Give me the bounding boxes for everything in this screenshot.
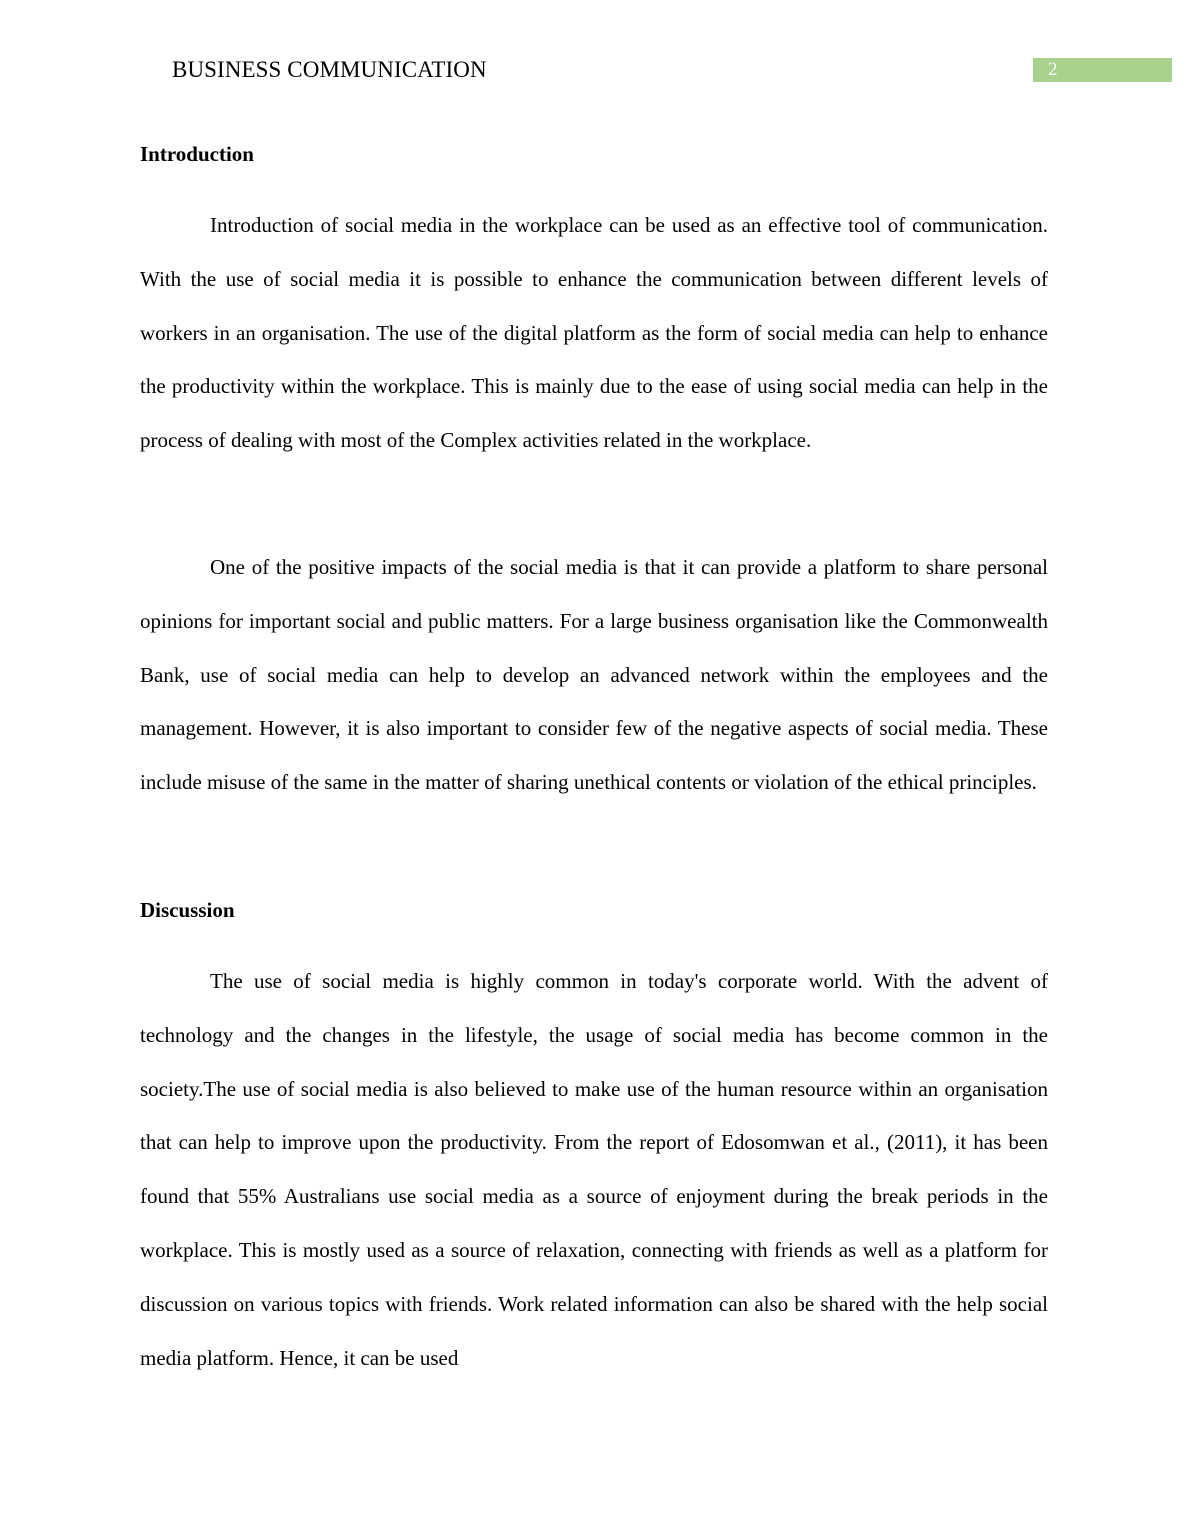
page-number-badge: 2: [1033, 58, 1172, 82]
introduction-paragraph-1: Introduction of social media in the workplace can be used as an effective tool of communication. With the use of social media it is possible to enhance the communication between different levels of workers in an organisation. The use of the digital platform as the form of social media can help to enhance the productivity within the workplace. This is mainly due to the ease of using social media can help in the process of dealing with most of the Complex activities related in the workplace.: [140, 213, 1048, 453]
discussion-paragraph-1: The use of social media is highly common in today's corporate world. With the advent of technology and the changes in the lifestyle, the usage of social media has become common in the society.The use of social media is also believed to make use of the human resource within an organisation that can help to improve upon the productivity. From the report of Edosomwan et al., (2011), it has been found that 55% Australians use social media as a source of enjoyment during the break periods in the workplace. This is mostly used as a source of relaxation, connecting with friends as well as a platform for discussion on various topics with friends. Work related information can also be shared with the help social media platform. Hence, it can be used: [140, 969, 1048, 1370]
running-head-title: BUSINESS COMMUNICATION: [172, 57, 487, 82]
introduction-paragraph-2: One of the positive impacts of the social media is that it can provide a platform to share personal opinions for important social and public matters. For a large business organisation like the Commonwealth Bank, use of social media can help to develop an advanced network within the employees and the management. However, it is also important to consider few of the negative aspects of social media. These include misuse of the same in the matter of sharing unethical contents or violation of the ethical principles.: [140, 555, 1048, 795]
section-heading-introduction: Introduction: [140, 142, 254, 166]
section-heading-discussion: Discussion: [140, 898, 235, 922]
